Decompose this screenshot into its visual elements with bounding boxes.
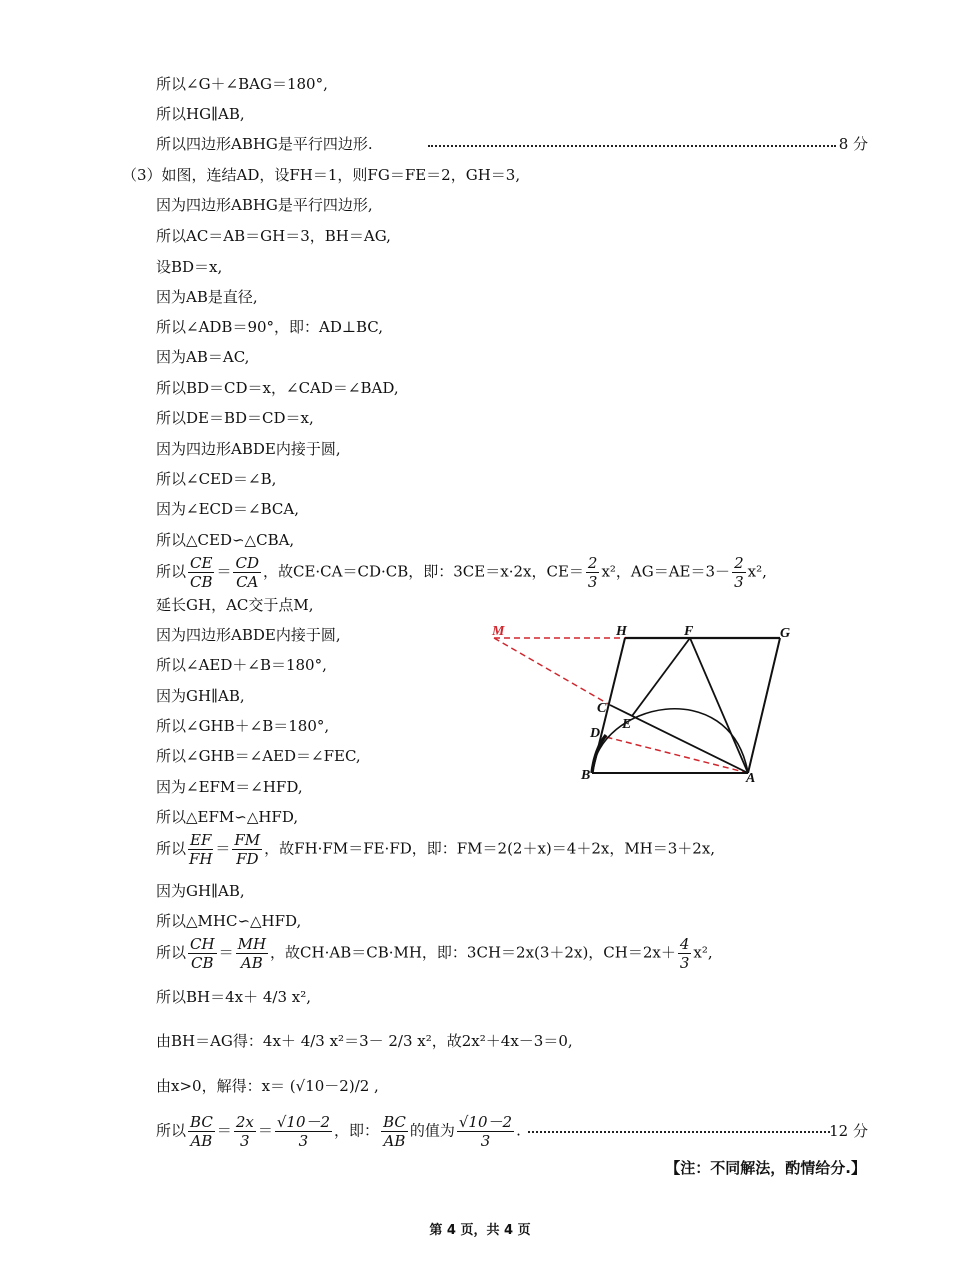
- grading-note: 【注：不同解法，酌情给分.】: [665, 1159, 866, 1177]
- fraction: [236, 935, 268, 972]
- fraction: [188, 831, 213, 868]
- numerator: MH: [237, 935, 267, 953]
- line-13: 因为四边形ABDE内接于圆,: [156, 440, 341, 458]
- line-27: 所以BH＝4x＋ 4/3 x²,: [156, 988, 312, 1006]
- line-26: 所以△MHC∽△HFD,: [156, 912, 302, 930]
- fraction: [234, 1113, 256, 1150]
- line-28: 由BH＝AG得：4x＋ 4/3 x²＝3－ 2/3 x²，故2x²＋4x－3＝0,: [156, 1032, 573, 1050]
- fraction: [188, 1113, 215, 1150]
- line-1: 所以∠G＋∠BAG＝180°,: [156, 75, 328, 93]
- numerator: √10－2: [458, 1113, 513, 1131]
- label-b: B: [581, 768, 591, 783]
- eq2-text: ，故FH·FM＝FE·FD，即：FM＝2(2＋x)＝4＋2x，MH＝3＋2x,: [264, 839, 716, 858]
- numerator: 2: [734, 554, 744, 572]
- denominator: 3: [587, 573, 598, 591]
- line-23: 因为∠EFM＝∠HFD,: [156, 778, 303, 796]
- fraction: [732, 554, 746, 591]
- eq4-text: .: [516, 1121, 521, 1140]
- line-3: 所以四边形ABHG是平行四边形.: [156, 135, 373, 153]
- eq4-prefix: 所以: [156, 1121, 187, 1140]
- line-17: 延长GH，AC交于点M,: [156, 596, 314, 614]
- numerator: FM: [234, 831, 261, 849]
- segment-fa: [690, 638, 748, 773]
- eq1-prefix: 所以: [156, 562, 187, 581]
- label-f: F: [684, 624, 694, 639]
- label-g: G: [780, 626, 791, 641]
- eq1-text: x²，AG＝AE＝3－: [601, 562, 731, 581]
- numerator: 4: [679, 935, 690, 953]
- denominator: 3: [240, 1132, 250, 1150]
- numerator: CE: [190, 554, 213, 572]
- line-10: 因为AB＝AC,: [156, 348, 250, 366]
- line-16: 所以△CED∽△CBA,: [156, 531, 295, 549]
- line-18: 因为四边形ABDE内接于圆,: [156, 626, 341, 644]
- line-8: 因为AB是直径,: [156, 288, 258, 306]
- fraction: [678, 935, 692, 972]
- denominator: 3: [679, 954, 690, 972]
- label-h: H: [616, 624, 627, 639]
- eq2-prefix: 所以: [156, 839, 187, 858]
- denominator: 3: [298, 1132, 309, 1150]
- eq4-text: 的值为: [409, 1121, 455, 1140]
- equation-4: 所以 $\frac{BC}{AB}$ ＝ $\frac{2x}{3}$ ＝ $\frac{√10-2}{3}$ ，即： $\frac{BC}{AB}$ 的值为 $\frac{√10-2}{3}$ .: [156, 1113, 521, 1150]
- denominator: CA: [236, 573, 259, 591]
- denominator: 3: [480, 1132, 491, 1150]
- equation-3: 所以 $\frac{CH}{CB}$ ＝ $\frac{MH}{AB}$ ，故CH·AB＝CB·MH，即：3CH＝2x(3＋2x)，CH＝2x＋ $\frac{4}{3}$ x²,: [156, 935, 713, 972]
- score-leader-dots: [428, 145, 836, 147]
- dashed-line-mc: [494, 638, 610, 705]
- equation-2: 所以 $\frac{EF}{FH}$ ＝ $\frac{FM}{FD}$ ，故FH·FM＝FE·FD，即：FM＝2(2＋x)＝4＋2x，MH＝3＋2x,: [156, 831, 716, 868]
- eq3-prefix: 所以: [156, 943, 187, 962]
- fraction: [188, 935, 217, 972]
- fraction: [457, 1113, 514, 1150]
- denominator: CB: [191, 954, 214, 972]
- line-19: 所以∠AED＋∠B＝180°,: [156, 656, 327, 674]
- line-5: 因为四边形ABHG是平行四边形,: [156, 196, 373, 214]
- eq3-text: x²,: [693, 943, 713, 962]
- eq1-text: ，故CE·CA＝CD·CB，即：3CE＝x·2x，CE＝: [262, 562, 584, 581]
- denominator: FH: [188, 850, 213, 868]
- label-e: E: [622, 717, 632, 732]
- line-21: 所以∠GHB＋∠B＝180°,: [156, 717, 330, 735]
- equation-1: 所以 $\frac{CE}{CB}$ ＝ $\frac{CD}{CA}$ ，故CE·CA＝CD·CB，即：3CE＝x·2x，CE＝ $\frac{2}{3}$ x²，AG＝AE＝3－ $\frac{2}{3}$ x²,: [156, 554, 767, 591]
- geometry-figure: [480, 618, 800, 788]
- score-leader-dots: [528, 1131, 830, 1133]
- label-a: A: [746, 771, 756, 786]
- line-9: 所以∠ADB＝90°，即：AD⊥BC,: [156, 318, 384, 336]
- denominator: CB: [189, 573, 213, 591]
- fraction: [233, 554, 261, 591]
- numerator: 2x: [235, 1113, 254, 1131]
- line-20: 因为GH∥AB,: [156, 687, 245, 705]
- numerator: √10－2: [276, 1113, 331, 1131]
- denominator: AB: [383, 1132, 406, 1150]
- numerator: BC: [190, 1113, 213, 1131]
- line-22: 所以∠GHB＝∠AED＝∠FEC,: [156, 747, 361, 765]
- line-24: 所以△EFM∽△HFD,: [156, 808, 299, 826]
- numerator: EF: [190, 831, 212, 849]
- line-14: 所以∠CED＝∠B,: [156, 470, 277, 488]
- numerator: CD: [235, 554, 259, 572]
- segment-ag: [748, 638, 780, 773]
- line-7: 设BD＝x,: [156, 258, 223, 276]
- numerator: 2: [587, 554, 598, 572]
- eq4-text: ，即：: [334, 1121, 380, 1140]
- line-2: 所以HG∥AB,: [156, 105, 245, 123]
- line-15: 因为∠ECD＝∠BCA,: [156, 500, 299, 518]
- line-11: 所以BD＝CD＝x，∠CAD＝∠BAD,: [156, 379, 399, 397]
- page-footer: 第 4 页，共 4 页: [429, 1223, 531, 1238]
- segment-fc: [632, 638, 690, 716]
- eq3-text: ，故CH·AB＝CB·MH，即：3CH＝2x(3＋2x)，CH＝2x＋: [270, 943, 676, 962]
- numerator: CH: [190, 935, 215, 953]
- denominator: FD: [236, 850, 259, 868]
- line-25: 因为GH∥AB,: [156, 882, 245, 900]
- line-12: 所以DE＝BD＝CD＝x,: [156, 409, 314, 427]
- line-29: 由x>0，解得：x＝ (√10－2)/2 ,: [156, 1077, 379, 1095]
- numerator: BC: [383, 1113, 406, 1131]
- fraction: [275, 1113, 332, 1150]
- label-m: M: [492, 624, 505, 639]
- fraction: [232, 831, 262, 868]
- fraction: [381, 1113, 408, 1150]
- label-c: C: [597, 701, 607, 716]
- denominator: 3: [734, 573, 744, 591]
- line-6: 所以AC＝AB＝GH＝3，BH＝AG,: [156, 227, 391, 245]
- dashed-line-ad: [606, 737, 748, 773]
- line-4: （3）如图，连结AD，设FH＝1，则FG＝FE＝2，GH＝3,: [122, 166, 521, 184]
- fraction: [188, 554, 214, 591]
- segment-ac: [610, 705, 748, 773]
- denominator: AB: [240, 954, 263, 972]
- label-d: D: [590, 726, 601, 741]
- score-8: 8 分: [838, 135, 868, 153]
- fraction: [586, 554, 600, 591]
- denominator: AB: [190, 1132, 213, 1150]
- score-12: 12 分: [829, 1122, 868, 1140]
- eq1-text: x²,: [747, 562, 767, 581]
